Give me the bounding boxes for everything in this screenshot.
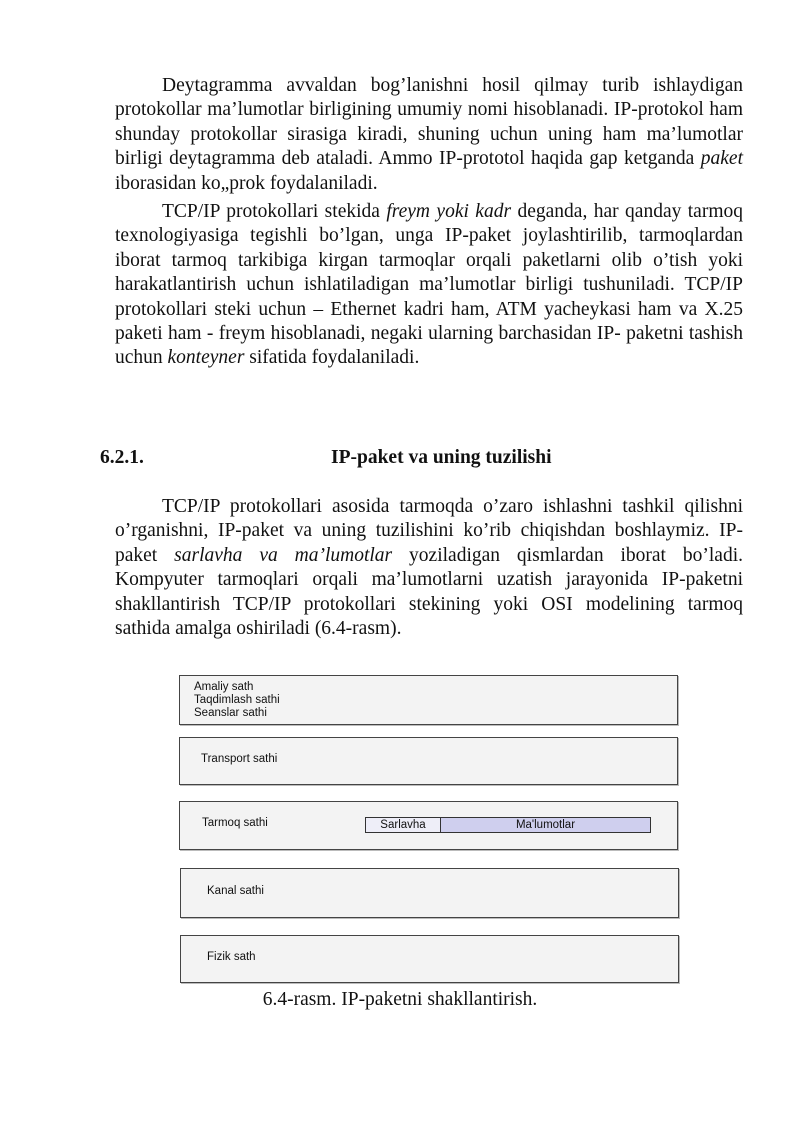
section-title: IP-paket va uning tuzilishi — [331, 447, 552, 468]
italic-term-sarlavha: sarlavha va ma’lumotlar — [174, 544, 393, 566]
section-number: 6.2.1. — [100, 447, 144, 468]
paragraph-text: iborasidan ko„prok foydalaniladi. — [115, 172, 378, 194]
layer-transport-box — [179, 737, 678, 785]
packet-data-segment: Ma'lumotlar — [440, 817, 651, 833]
layer-physical-label: Fizik sath — [207, 951, 256, 963]
paragraph-text: yoziladigan qismlardan iborat bo’ladi. Kompyuter tarmoqlari orqali ma’lumotlarni uzatish jarayonida IP-paketni shakllantirish TCP/IP protokollari stekining yoki OSI modelining tarmoq sathida amalga oshiriladi (6.4-rasm). — [115, 544, 743, 640]
paragraph-ip-packet — [115, 495, 743, 641]
layer-physical-box — [180, 935, 679, 983]
paragraph-frame — [115, 200, 743, 371]
layer-datalink-label: Kanal sathi — [207, 885, 264, 897]
layer-presentation-label: Taqdimlash sathi — [194, 694, 280, 706]
layer-upper-box — [179, 675, 678, 725]
packet-header-segment: Sarlavha — [365, 817, 441, 833]
paragraph-text: deganda, har qanday tarmoq texnologiyasiga tegishli bo’lgan, unga IP-paket joylashtirilib, tarmoqlardan iborat tarmoq tarkibiga kirgan tarmoqlar orqali paketlarni olib o’tish yoki harakatlantirish uchun ishlatiladigan ma’lumotlar birligi tushuniladi. TCP/IP protokollari steki uchun – Ethernet kadri ham, ATM yacheykasi ham va X.25 paketi ham - freym hisoblanadi, negaki ularning barchasidan IP- paketni tashish uchun — [115, 201, 743, 369]
paragraph-text: sifatida foydalaniladi. — [244, 347, 420, 369]
layer-datalink-box — [180, 868, 679, 918]
paragraph-text: Deytagramma avvaldan bog’lanishni hosil qilmay turib ishlaydigan protokollar ma’lumotlar birligining umumiy nomi hisoblanadi. IP-protokol ham shunday protokollar sirasiga kiradi, shuning uchun uning ham ma’lumotlar birligi deytagramma deb ataladi. Ammo IP-prototol haqida gap ketganda — [115, 75, 743, 170]
figure-caption: 6.4-rasm. IP-paketni shakllantirish. — [262, 989, 538, 1010]
layer-application-label: Amaliy sath — [194, 681, 254, 693]
layer-network-label: Tarmoq sathi — [202, 817, 268, 829]
layer-network-box — [179, 801, 678, 850]
italic-term-konteyner: konteyner — [167, 347, 245, 369]
italic-term-freym: freym yoki kadr — [386, 201, 512, 222]
paragraph-text: TCP/IP protokollari asosida tarmoqda o’zaro ishlashni tashkil qilishni o’rganishni, IP-paket va uning tuzilishini ko’rib chiqishdan boshlaymiz. IP-paket — [115, 496, 743, 566]
paragraph-text: TCP/IP protokollari stekida — [162, 201, 387, 222]
italic-term-paket: paket — [700, 148, 743, 170]
paragraph-datagram — [115, 74, 743, 196]
layer-session-label: Seanslar sathi — [194, 707, 267, 719]
layer-transport-label: Transport sathi — [201, 753, 278, 765]
